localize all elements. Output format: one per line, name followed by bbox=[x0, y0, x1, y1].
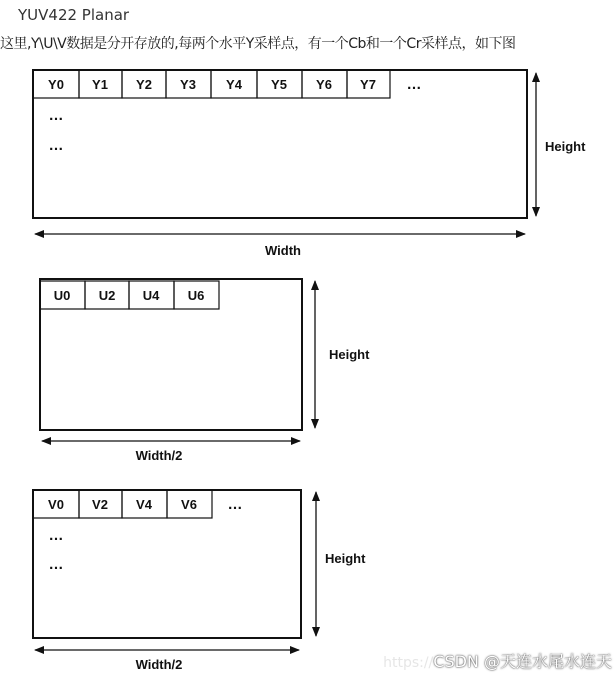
v-cell-label: V6 bbox=[181, 497, 197, 512]
y-plane bbox=[33, 70, 586, 258]
y-cell-label: Y4 bbox=[226, 77, 242, 92]
u-cell-label: U6 bbox=[187, 288, 205, 303]
watermark-prefix: https:// bbox=[383, 655, 434, 671]
v-width-label: Width/2 bbox=[135, 657, 183, 672]
v-rows-ellipsis: … bbox=[48, 527, 64, 544]
u-cell-label: U4 bbox=[142, 288, 160, 303]
y-cell-label: Y5 bbox=[271, 77, 287, 92]
description-text: 这里,Y\U\V数据是分开存放的,每两个水平Y采样点，有一个Cb和一个Cr采样点，如下图 bbox=[0, 36, 516, 52]
y-width-label: Width bbox=[265, 243, 301, 258]
u-plane bbox=[40, 279, 370, 463]
csdn-watermark bbox=[383, 649, 612, 672]
watermark-text: CSDN @天连水尾水连天 bbox=[433, 652, 612, 671]
v-cell-label: V0 bbox=[48, 497, 64, 512]
u-cell-label: U0 bbox=[53, 288, 71, 303]
y-cell-label: Y7 bbox=[360, 77, 376, 92]
v-cell-label: V4 bbox=[136, 497, 152, 512]
u-plane-frame bbox=[40, 279, 302, 430]
y-cell-label: Y0 bbox=[48, 77, 64, 92]
page-title: YUV422 Planar bbox=[18, 6, 130, 24]
y-cell-label: Y3 bbox=[180, 77, 196, 92]
y-cell-label: Y6 bbox=[316, 77, 332, 92]
y-height-label: Height bbox=[545, 139, 586, 154]
y-plane-frame bbox=[33, 70, 527, 218]
v-rows-ellipsis: … bbox=[48, 556, 64, 573]
u-cell-row bbox=[40, 281, 219, 309]
v-row-continuation: … bbox=[227, 496, 243, 513]
u-cell-label: U2 bbox=[98, 288, 116, 303]
v-plane bbox=[33, 490, 366, 672]
v-cell-row bbox=[33, 490, 243, 518]
y-row-continuation: … bbox=[406, 76, 422, 93]
y-cell-label: Y2 bbox=[136, 77, 152, 92]
v-height-label: Height bbox=[325, 551, 366, 566]
y-rows-ellipsis: … bbox=[48, 137, 64, 154]
y-cell-label: Y1 bbox=[92, 77, 108, 92]
y-cell-row bbox=[33, 70, 422, 98]
y-rows-ellipsis: … bbox=[48, 107, 64, 124]
u-width-label: Width/2 bbox=[135, 448, 183, 463]
u-height-label: Height bbox=[329, 347, 370, 362]
v-cell-label: V2 bbox=[92, 497, 108, 512]
